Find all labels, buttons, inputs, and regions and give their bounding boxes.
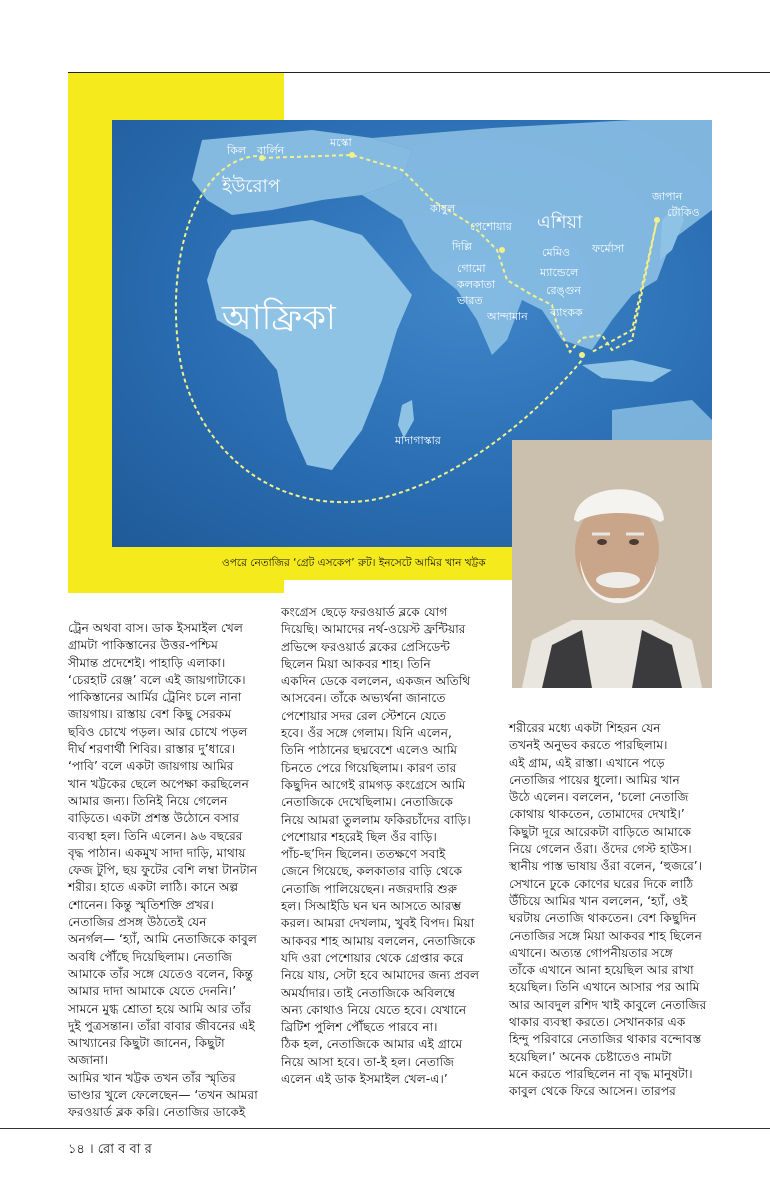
map-label-mandalay: ম্যান্ডেলে	[540, 266, 579, 279]
page-footer: ১৪ । রো ব বা র	[68, 1142, 152, 1157]
map-label-asia: এশিয়া	[537, 212, 583, 233]
article-column-2: কংগ্রেস ছেড়ে ফরওয়ার্ড ব্লকে যোগ দিয়েছি। আমাদের নর্থ-ওয়েস্ট ফ্রন্টিয়ার প্রভিন্সে ফরওয়ার্ড ব্লকের প্রেসিডেন্ট ছিলেন মিয়া আকবর শাহ। তিনি একদিন ডেকে বললেন, একজন অতিথি আসবেন। তাঁকে অভ্যর্থনা জানাতে পেশোয়ার সদর রেল স্টেশনে যেতে হবে। ওঁর সঙ্গে গেলাম। যিনি এলেন, তিনি পাঠানের ছদ্মবেশে এলেও আমি চিনতে পেরে গিয়েছিলাম। কারণ তার কিছুদিন আগেই রামগড় কংগ্রেসে আমি নেতাজিকে দেখেছিলাম। নেতাজিকে নিয়ে আমরা তুললাম ফকিরচাঁদের বাড়ি। পেশোয়ার শহরেই ছিল ওঁর বাড়ি। পাঁচ-ছ’দিন ছিলেন। ততক্ষণে সবাই জেনে গিয়েছে, কলকাতার বাড়ি থেকে নেতাজি পালিয়েছেন। নজরদারি শুরু হল। সিআইডি ঘন ঘন আসতে আরম্ভ করল। আমরা দেখলাম, খুবই বিপদ। মিয়া আকবর শাহ আমায় বললেন, নেতাজিকে যদি ওরা পেশোয়ার থেকে গ্রেপ্তার করে নিয়ে যায়, সেটা হবে আমাদের জন্য প্রবল অমর্যাদার। তাই নেতাজিকে অবিলম্বে অন্য কোথাও নিয়ে যেতে হবে। যেখানে ব্রিটিশ পুলিশ পৌঁছতে পারবে না। ঠিক হল, নেতাজিকে আমার এই গ্রামে নিয়ে আসা হবে। তা-ই হল। নেতাজি এলেন এই ডাক ইসমাইল খেল-এ।’	[281, 605, 480, 1087]
article-column-3: শরীরের মধ্যে একটা শিহরন যেন তখনই অনুভব করতে পারছিলাম। এই গ্রাম, এই রাস্তা। এখানে পড়ে নেতাজির পায়ের ধুলো। আমির খান উঠে এলেন। বললেন, ‘চলো নেতাজি কোথায় থাকতেন, তোমাদের দেখাই।’ কিছুটা দূরে আরেকটা বাড়িতে আমাকে নিয়ে গেলেন ওঁরা। ওঁদের গেস্ট হাউস। স্থানীয় পাস্ত ভাষায় ওঁরা বলেন, ‘হুজরে’। সেখানে ঢুকে কোণের ঘরের দিকে লাঠি উঁচিয়ে আমির খান বললেন, ‘হ্যাঁ, ওই ঘরটায় নেতাজি থাকতেন। বেশ কিছুদিন নেতাজির সঙ্গে মিয়া আকবর শাহ ছিলেন এখানে। অত্যন্ত গোপনীয়তার সঙ্গে তাঁকে এখানে আনা হয়েছিল আর রাখা হয়েছিল। তিনি এখানে আসার পর আমি আর আবদুল রশিদ খাই কাবুলে নেতাজির থাকার ব্যবস্থা করতে। সেখানকার এক হিন্দু পরিবারে নেতাজির থাকার বন্দোবস্ত হয়েছিল।’ অনেক চেষ্টাতেও নামটা মনে করতে পারছিলেন না বৃদ্ধ মানুষটা। কাবুল থেকে ফিরে আসেন। তারপর	[509, 721, 707, 1099]
map-label-berlin: বার্লিন	[257, 144, 285, 157]
map-caption: ওপরে নেতাজির ‘গ্রেট এসকেপ’ রুট। ইনসেটে আমির খান খট্টক	[222, 557, 486, 569]
map-label-formosa: ফর্মোসা	[592, 242, 625, 255]
route-dot	[579, 352, 585, 358]
map-label-andaman: আন্দামান	[487, 310, 528, 323]
map-label-bangkok: ব্যাংকক	[550, 306, 583, 319]
map-label-africa: আফ্রিকা	[222, 298, 336, 338]
map-label-india: ভারত	[457, 294, 483, 307]
map-label-tokyo: টোকিও	[667, 206, 700, 219]
map-label-japan: জাপান	[652, 190, 683, 203]
map-label-peshawar: পেশোয়ার	[470, 220, 512, 233]
map-label-rangoon: রেঙ্গুন	[546, 284, 581, 297]
portrait-illustration	[512, 440, 712, 688]
map-label-kiel: কিল	[227, 144, 247, 157]
map-label-myitkyina: মেমিও	[542, 246, 570, 259]
map-label-delhi: দিল্লি	[452, 240, 472, 253]
map-label-kabul: কাবুল	[430, 202, 456, 215]
map-label-moscow: মস্কো	[330, 136, 352, 149]
portrait-photo	[512, 440, 712, 688]
route-dot	[654, 217, 660, 223]
map-label-gomo: গোমো	[457, 262, 486, 275]
map-label-calcutta: কলকাতা	[457, 278, 496, 291]
route-dot	[499, 247, 505, 253]
land-islands	[582, 360, 672, 382]
bottom-rule	[0, 1128, 770, 1129]
map-label-europe: ইউরোপ	[222, 176, 280, 197]
article-column-1: ট্রেন অথবা বাস। ডাক ইসমাইল খেল গ্রামটা পাকিস্তানের উত্তর-পশ্চিম সীমান্ত প্রদেশেই। পাহাড়ি এলাকা। ‘চেরহাট রেঞ্জ’ বলে এই জায়গাটাকে। পাকিস্তানের আর্মির ট্রেনিং চলে নানা জায়গায়। রাস্তায় বেশ কিছু সেরকম ছবিও চোখে পড়ল। আর চোখে পড়ল দীর্ঘ শরণার্থী শিবির। রাস্তার দু’ধারে। ‘পাবি’ বলে একটা জায়গায় আমির খান খট্টকের ছেলে অপেক্ষা করছিলেন আমার জন্য। তিনিই নিয়ে গেলেন বাড়িতে। একটা প্রশস্ত উঠোনে বসার ব্যবস্থা হল। তিনি এলেন। ৯৬ বছরের বৃদ্ধ পাঠান। একমুখ সাদা দাড়ি, মাথায় ফেজ টুপি, ছয় ফুটের বেশি লম্বা টানটান শরীর। হাতে একটা লাঠি। কানে অল্প শোনেন। কিন্তু স্মৃতিশক্তি প্রখর। নেতাজির প্রসঙ্গ উঠতেই যেন অনর্গল— ‘হ্যাঁ, আমি নেতাজিকে কাবুল অবধি পৌঁছে দিয়েছিলাম। নেতাজি আমাকে তাঁর সঙ্গে যেতেও বলেন, কিন্তু আমার দাদা আমাকে যেতে দেননি।’ সামনে মুগ্ধ শ্রোতা হয়ে আমি আর তাঁর দুই পুত্রসন্তান। তাঁরা বাবার জীবনের এই আখ্যানের কিছুটা জানেন, কিছুটা অজানা। আমির খান খট্টক তখন তাঁর স্মৃতির ভাণ্ডার খুলে ফেলেছেন— ‘তখন আমরা ফরওয়ার্ড ব্লক করি। নেতাজির ডাকেই	[68, 621, 258, 1120]
map-label-madagascar: মাদাগাস্কার	[395, 434, 441, 447]
